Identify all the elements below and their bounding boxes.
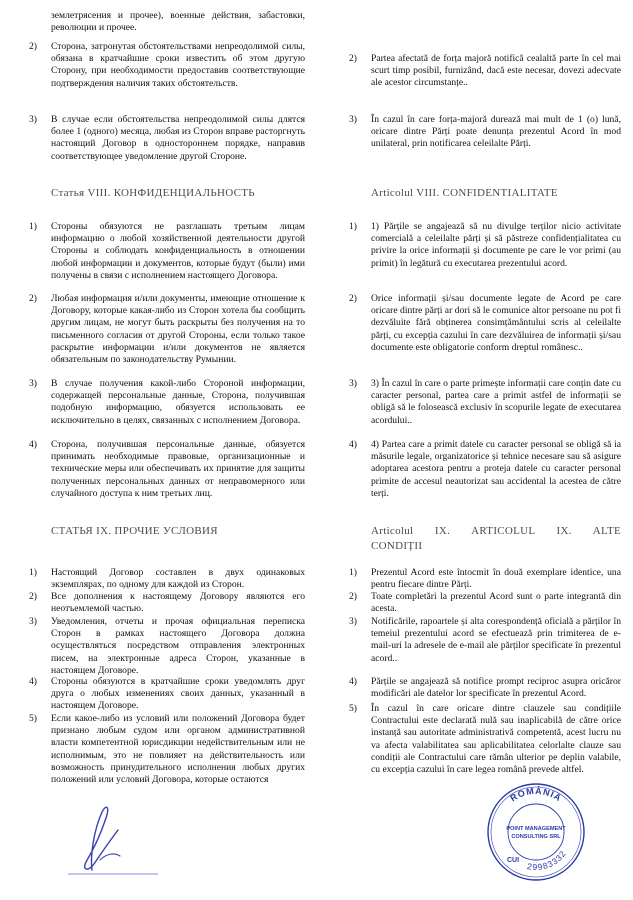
- article-9-heading: СТАТЬЯ IX. ПРОЧИЕ УСЛОВИЯ: [51, 525, 218, 537]
- confidentiality-clause-2-ro: 2) Orice informații și/sau documente legate de Acord pe care oricare dintre părți ar dori să le comunice altor persoane nu pot fi dezvăluite fără obținerea consimțământului scris al celeilalte părți, cu excepția cazului în care dezvăluirea de informații și/sau documente este obligatorie conform dreptul românesc..: [349, 293, 621, 353]
- other-conditions-clause-5: 5) Если какое-либо из условий или положений Договора будет признано любым судом или органом административной власти компетентной юрисдикции недействительным или не исполнимым, это не повлияет на действительность или возможность принудительного исполнения любых других положений или условий Договора, которые остаются: [29, 713, 305, 786]
- confidentiality-clause-3: 3) В случае получения какой-либо Стороной информации, содержащей персональные данные, Сторона, получившая подобную информацию, обязуется использовать ее исключительно в целях, связанных с исполнением Договора.: [29, 378, 305, 426]
- stamp-company-line2: CONSULTING SRL: [511, 834, 561, 840]
- confidentiality-clause-4-ro: 4) 4) Partea care a primit datele cu caracter personal se obligă să ia măsurile legale, organizatorice și tehnice necesare sau să asigure adoptarea acestora pentru a proteja datele cu caracter personal primite de accesul neautorizat sau accidental la acestea de către terți.: [349, 439, 621, 499]
- stamp-prefix: CUI: [507, 857, 520, 864]
- other-conditions-clause-1-ro: 1) Prezentul Acord este întocmit în două exemplare identice, una pentru fiecare dintre Părți.: [349, 567, 621, 591]
- article-8-heading: Статья VIII. КОНФИДЕНЦИАЛЬНОСТЬ: [51, 187, 255, 199]
- stamp-company-line1: POINT MANAGEMENT: [506, 826, 566, 832]
- other-conditions-clause-2-ro: 2) Toate completări la prezentul Acord sunt o parte integrantă din acesta.: [349, 591, 621, 615]
- other-conditions-clause-2: 2) Все дополнения к настоящему Договору являются его неотъемлемой частью.: [29, 591, 305, 615]
- other-conditions-clause-5-ro: 5) În cazul în care oricare dintre clauzele sau condițiile Contractului este declarată nulă sau inaplicabilă de către orice instanță sau autoritate administrativă competentă, acest lucru nu va afecta valabilitatea sau aplicabilitatea celorlalte clauze sau condiții ale Contractului care rămân ulterior pe deplin valabile, cu excepția cazului în care legea română prevede altfel.: [349, 703, 621, 776]
- stamp-top-text: ROMÂNIA: [508, 785, 564, 804]
- confidentiality-clause-1-ro: 1) 1) Părțile se angajează să nu divulge terților nicio activitate comercială a celeilalte părți și să păstreze confidențialitatea cu privire la orice informații și documente pe care le vor primi (au primit) în legătură cu executarea prezentului acord.: [349, 221, 621, 269]
- article-9-heading-ro: Articolul IX. ARTICOLUL IX. ALTE CONDIȚII: [371, 525, 621, 552]
- force-majeure-clause-2-ro: 2) Partea afectată de forța majoră notifică cealaltă parte în cel mai scurt timp posibil, furnizând, dacă este necesar, dovezi adecvate ale acestor circumstanțe..: [349, 53, 621, 89]
- confidentiality-clause-1: 1) Стороны обязуются не разглашать третьим лицам информацию о любой хозяйственной деятельности другой Стороны и соблюдать конфиденциальность в отношении любой информации и документов, которые будут (были) ими получены в связи с исполнением настоящего Договора.: [29, 221, 305, 281]
- stamp-bottom-text: 29983332: [526, 848, 569, 873]
- force-majeure-clause-2: 2) Сторона, затронутая обстоятельствами непреодолимой силы, обязана в кратчайшие сроки известить об этом другую Сторону, при необходимости предоставив соответствующие подтверждения наличия таких обстоятельств.: [29, 41, 305, 89]
- confidentiality-clause-2: 2) Любая информация и/или документы, имеющие отношение к Договору, которые какая-либо из Сторон хотела бы сообщить другим лицам, не могут быть раскрыты без получения на то письменного согласия от другой Стороны, если только такое раскрытие информации и/или документов не является обязательным по законодательству Румынии.: [29, 293, 305, 366]
- company-stamp: [484, 780, 588, 884]
- handwritten-signature: [62, 800, 162, 880]
- confidentiality-clause-4: 4) Сторона, получившая персональные данные, обязуется принимать необходимые правовые, организационные и технические меры или обеспечивать их принятие для защиты полученных персональных данных от неправомерного или случайного доступа к ним третьих лиц.: [29, 439, 305, 499]
- confidentiality-clause-3-ro: 3) 3) În cazul în care o parte primește informații care conțin date cu caracter personal, partea care a primit astfel de informații se obligă să le folosească exclusiv în scopurile legate de executarea acordului..: [349, 378, 621, 426]
- other-conditions-clause-3-ro: 3) Notificările, rapoartele și alta corespondență oficială a părților în temeiul prezentului acord se efectuează prin trimiterea de e-mail-uri la adresele de e-mail ale părților specificate în prezentul acord..: [349, 616, 621, 664]
- force-majeure-clause-3: 3) В случае если обстоятельства непреодолимой силы длятся более 1 (одного) месяца, любая из Сторон вправе расторгнуть настоящий Договор в одностороннем порядке, направив соответствующее уведомление другой Стороне.: [29, 114, 305, 162]
- other-conditions-clause-4: 4) Стороны обязуются в кратчайшие сроки уведомлять друг друга о любых изменениях своих данных, указанный в настоящем Договоре.: [29, 676, 305, 712]
- other-conditions-clause-3: 3) Уведомления, отчеты и прочая официальная переписка Сторон в рамках настоящего Договора должна осуществляться посредством отправления электронных писем, на электронные адреса Сторон, указанные в настоящем Договоре.: [29, 616, 305, 676]
- article-8-heading-ro: Articolul VIII. CONFIDENTIALITATE: [371, 187, 558, 199]
- force-majeure-continuation: землетрясения и прочее), военные действия, забастовки, революции и прочее.: [51, 10, 305, 34]
- other-conditions-clause-4-ro: 4) Părțile se angajează să notifice prompt reciproc asupra oricăror modificări ale datelor lor specificate în prezentul Acord.: [349, 676, 621, 700]
- other-conditions-clause-1: 1) Настоящий Договор составлен в двух одинаковых экземплярах, по одному для каждой из Сторон.: [29, 567, 305, 591]
- force-majeure-clause-3-ro: 3) În cazul în care forța-majoră durează mai mult de 1 (o) lună, oricare dintre Părți poate denunța prezentul Acord în mod unilateral, prin notificarea celeilalte Părți.: [349, 114, 621, 150]
